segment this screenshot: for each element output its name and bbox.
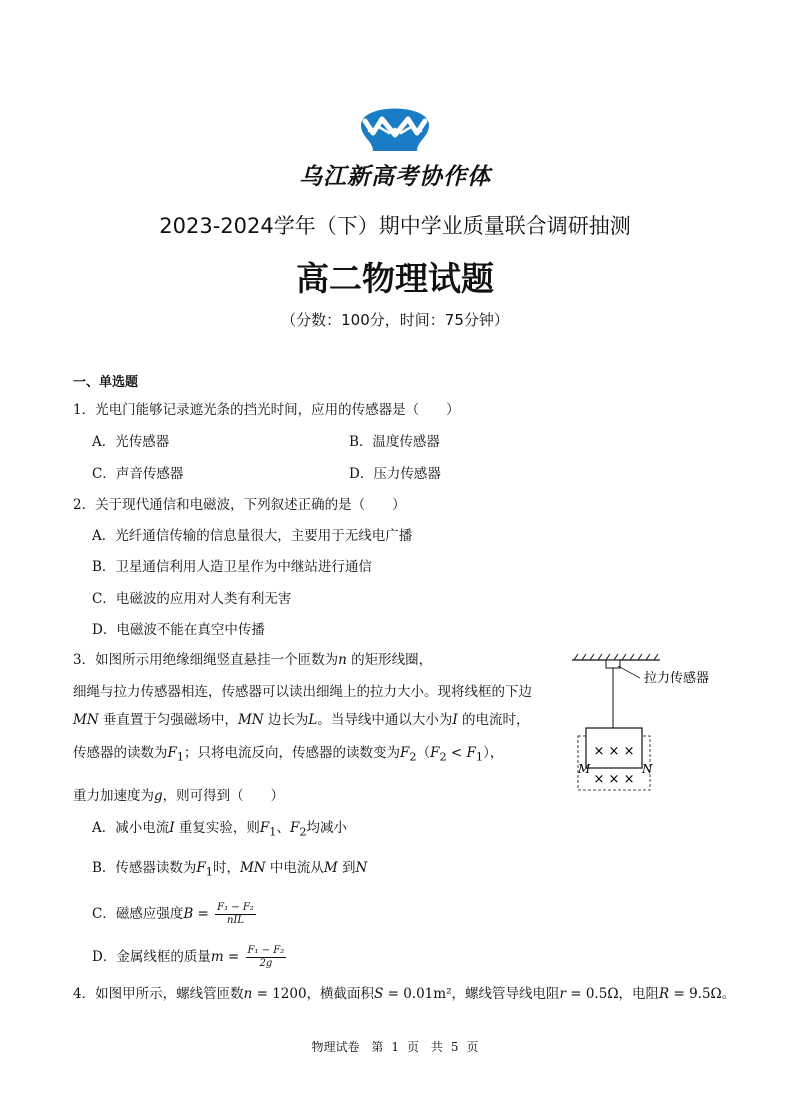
footer-total-pages: 5 (450, 1040, 459, 1054)
question-1-option-c: C．声音传感器 (92, 466, 184, 482)
organization-name: 乌江新高考协作体 (299, 164, 491, 190)
question-3-line-1: 3．如图所示用绝缘细绳竖直悬挂一个匝数为n 的矩形线圈， (73, 652, 433, 668)
question-3-option-a: A．减小电流I 重复实验，则$F_1$、$F_2$均减小 (92, 820, 347, 839)
score-info: （分数：100分，时间：75分钟） (281, 311, 509, 329)
question-2-option-a: A．光纤通信传输的信息量很大，主要用于无线电广播 (92, 528, 413, 544)
question-3-line-5: 重力加速度为g，则可得到（ ） (73, 788, 285, 804)
force-sensor-label: 拉力传感器 (644, 671, 710, 686)
question-2-stem: 2．关于现代通信和电磁波，下列叙述正确的是（ ） (73, 497, 406, 513)
question-1-option-b: B．温度传感器 (349, 434, 440, 450)
organization-logo-icon (355, 97, 435, 155)
question-4-stem: 4．如图甲所示，螺线管匝数n = 1200，横截面积S = 0.01m²，螺线管导线电阻r = 0.5Ω，电阻R = 9.5Ω。 (73, 986, 736, 1002)
exam-title: 2023-2024学年（下）期中学业质量联合调研抽测 (159, 214, 631, 238)
question-1-option-d: D．压力传感器 (349, 466, 441, 482)
force-sensor (606, 660, 620, 668)
footer-total-suffix: 页 (466, 1040, 479, 1054)
question-2-option-c: C．电磁波的应用对人类有利无害 (92, 591, 292, 607)
footer-page-number: 1 (391, 1040, 399, 1054)
question-3-option-d: D．金属线框的质量m = $\frac{\text{F₁ − F₂}}{2g}$ (92, 945, 285, 969)
footer-total-prefix: 共 (430, 1040, 443, 1054)
field-mark-upper: × × × (593, 744, 635, 759)
question-3-option-c: C．磁感应强度B = $\frac{\text{F₁ − F₂}}{\text{nIL}}$ (92, 902, 254, 926)
question-1-stem: 1．光电门能够记录遮光条的挡光时间，应用的传感器是（ ） (73, 402, 460, 418)
footer-page-suffix: 页 (406, 1040, 419, 1054)
question-3-line-4: 传感器的读数为$F_1$；只将电流反向，传感器的读数变为$F_2(F_2 < F_1)$， (73, 745, 504, 764)
field-mark-lower: × × × (593, 772, 635, 787)
footer-subject: 物理试卷 (311, 1040, 360, 1054)
page-footer (0, 1038, 790, 1055)
question-3-line-3: MN 垂直置于匀强磁场中，MN 边长为L。当导线中通以大小为I 的电流时， (73, 712, 530, 728)
footer-page-prefix: 第 (371, 1040, 384, 1054)
label-n: N (642, 762, 653, 776)
question-2-option-d: D．电磁波不能在真空中传播 (92, 622, 265, 638)
subject-title: 高二物理试题 (296, 259, 494, 298)
question-1-option-a: A．光传感器 (92, 434, 170, 450)
label-m: M (578, 762, 591, 776)
question-3-line-2: 细绳与拉力传感器相连，传感器可以读出细绳上的拉力大小。现将线框的下边 (73, 684, 532, 700)
ceiling-hatch (572, 654, 660, 660)
question-2-option-b: B．卫星通信利用人造卫星作为中继站进行通信 (92, 559, 372, 575)
question-3-option-b: B．传感器读数为$F_1$时，MN 中电流从M 到N (92, 860, 368, 879)
section-title: 一、单选题 (73, 375, 139, 390)
question-3-figure (568, 652, 728, 794)
